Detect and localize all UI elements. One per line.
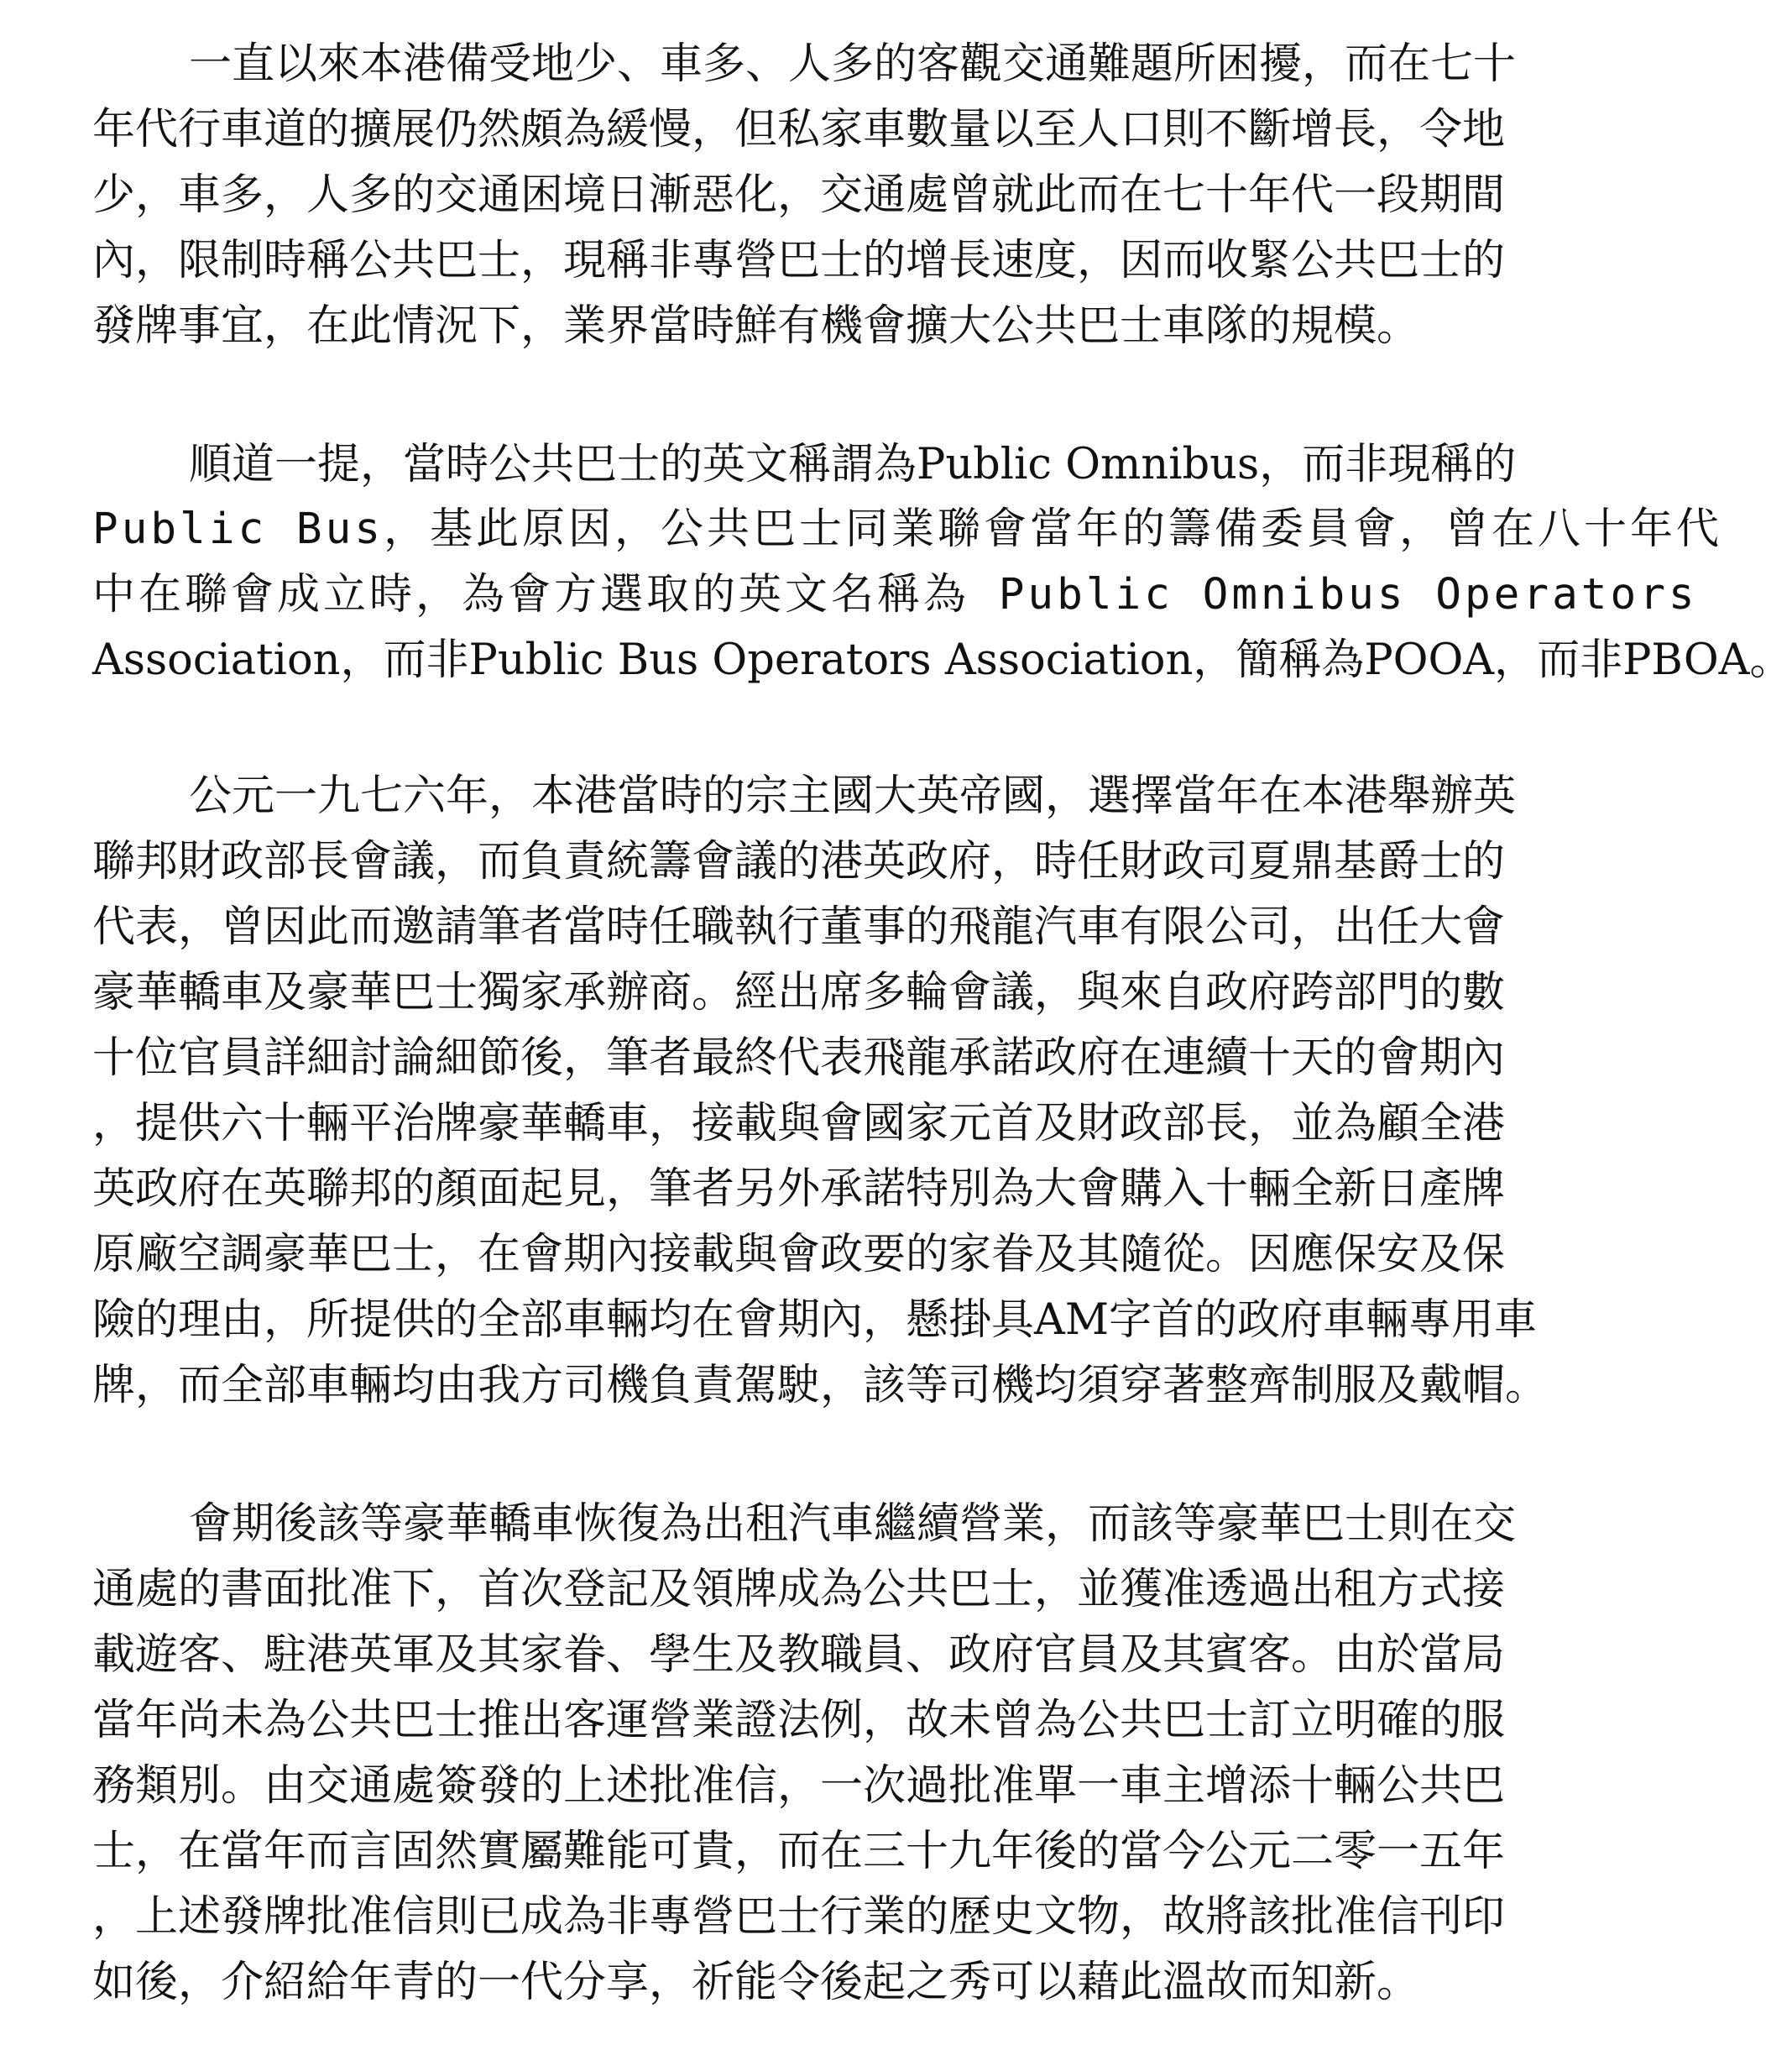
- text-line: 中在聯會成立時，為會方選取的英文名稱為 Public Omnibus Operators: [92, 570, 1698, 620]
- text-line: 發牌事宜，在此情況下，業界當時鮮有機會擴大公共巴士車隊的規模。: [92, 301, 1420, 351]
- text-line: 務類別。由交通處簽發的上述批准信，一次過批准單一車主增添十輛公共巴: [92, 1761, 1506, 1811]
- text-line: 豪華轎車及豪華巴士獨家承辦商。經出席多輪會議，與來自政府跨部門的數: [92, 968, 1506, 1017]
- text-line: 年代行車道的擴展仍然頗為緩慢，但私家車數量以至人口則不斷增長，令地: [92, 105, 1506, 154]
- text-line: 少，車多，人多的交通困境日漸惡化，交通處曾就此而在七十年代一段期間: [92, 170, 1506, 220]
- text-line: 內，限制時稱公共巴士，現稱非專營巴士的增長速度，因而收緊公共巴士的: [92, 236, 1506, 285]
- text-line: 一直以來本港備受地少、車多、人多的客觀交通難題所困擾，而在七十: [189, 39, 1517, 89]
- text-line: ，上述發牌批准信則已成為非專營巴士行業的歷史文物，故將該批准信刊印: [92, 1892, 1506, 1942]
- text-line: 如後，介紹給年青的一代分享，祈能令後起之秀可以藉此溫故而知新。: [92, 1958, 1420, 2007]
- text-line: 代表，曾因此而邀請筆者當時任職執行董事的飛龍汽車有限公司，出任大會: [92, 902, 1506, 952]
- text-line: Association，而非Public Bus Operators Association，簡稱為POOA，而非PBOA。: [92, 635, 1792, 685]
- text-line: 公元一九七六年，本港當時的宗主國大英帝國，選擇當年在本港舉辦英: [189, 771, 1517, 821]
- text-line: 當年尚未為公共巴士推出客運營業證法例，故未曾為公共巴士訂立明確的服: [92, 1696, 1506, 1745]
- text-line: 十位官員詳細討論細節後，筆者最終代表飛龍承諾政府在連續十天的會期內: [92, 1033, 1506, 1083]
- text-line: 聯邦財政部長會議，而負責統籌會議的港英政府，時任財政司夏鼎基爵士的: [92, 837, 1506, 886]
- text-line: ，提供六十輛平治牌豪華轎車，接載與會國家元首及財政部長，並為顧全港: [92, 1099, 1506, 1148]
- text-line: 牌，而全部車輛均由我方司機負責駕駛，該等司機均須穿著整齊制服及戴帽。: [92, 1361, 1549, 1410]
- text-line: 會期後該等豪華轎車恢復為出租汽車繼續營業，而該等豪華巴士則在交: [189, 1499, 1517, 1549]
- text-line: 原廠空調豪華巴士，在會期內接載與會政要的家眷及其隨從。因應保安及保: [92, 1230, 1506, 1279]
- text-line: Public Bus，基此原因，公共巴士同業聯會當年的籌備委員會，曾在八十年代: [92, 505, 1723, 554]
- text-line: 英政府在英聯邦的顏面起見，筆者另外承諾特別為大會購入十輛全新日產牌: [92, 1164, 1506, 1214]
- text-line: 順道一提，當時公共巴士的英文稱謂為Public Omnibus，而非現稱的: [189, 440, 1517, 489]
- text-line: 士，在當年而言固然實屬難能可貴，而在三十九年後的當今公元二零一五年: [92, 1827, 1506, 1876]
- text-line: 險的理由，所提供的全部車輛均在會期內，懸掛具AM字首的政府車輛專用車: [92, 1295, 1538, 1345]
- text-line: 通處的書面批准下，首次登記及領牌成為公共巴士，並獲准透過出租方式接: [92, 1565, 1506, 1614]
- text-line: 載遊客、駐港英軍及其家眷、學生及教職員、政府官員及其賓客。由於當局: [92, 1630, 1506, 1680]
